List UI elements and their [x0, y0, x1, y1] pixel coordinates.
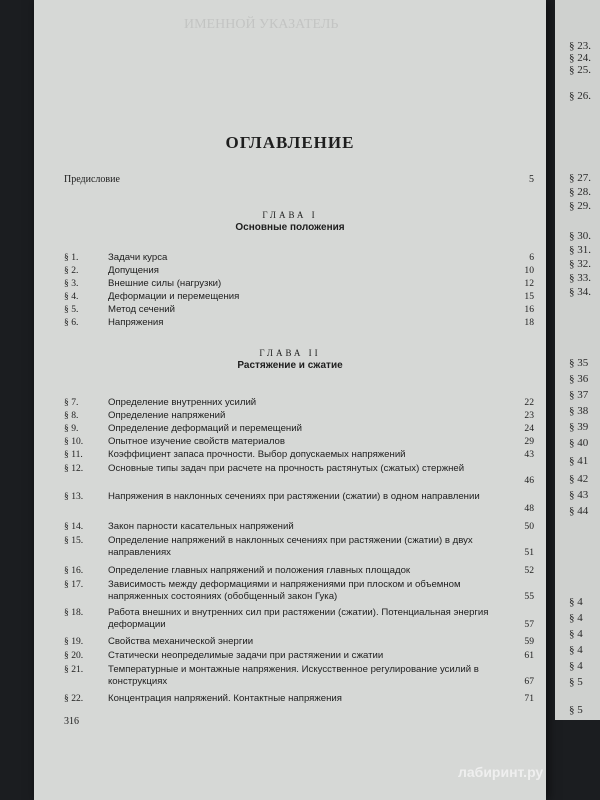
page-number: 57 [524, 618, 534, 630]
section-number: § 40 [569, 437, 589, 449]
section-number: § 34. [569, 286, 591, 298]
section-title: Статически неопределимые задачи при растяжении и сжатии [108, 650, 384, 661]
section-number: § 4 [569, 612, 583, 624]
section-number: § 25. [569, 64, 591, 76]
section-number: § 21. [64, 664, 84, 675]
page-number: 43 [524, 449, 534, 460]
section-number: § 36 [569, 373, 589, 385]
watermark-logo: лабиринт.ру [458, 764, 544, 780]
section-number: § 9. [64, 423, 79, 434]
section-number: § 37 [569, 389, 589, 401]
show-through-text: ИМЕННОЙ УКАЗАТЕЛЬ [184, 17, 339, 32]
section-number: § 20. [64, 650, 84, 661]
section-number: § 42 [569, 473, 589, 485]
page-number: 29 [524, 436, 534, 447]
section-number: § 8. [64, 410, 79, 421]
preface-entry [64, 174, 534, 185]
section-title: Допущения [108, 265, 159, 276]
section-number: § 4 [569, 596, 583, 608]
section-number: § 13. [64, 491, 84, 502]
page-number: 51 [524, 546, 534, 558]
section-number: § 31. [569, 244, 591, 256]
section-number: § 17. [64, 579, 84, 590]
section-number: § 5. [64, 304, 79, 315]
section-number: § 14. [64, 521, 84, 532]
section-number: § 4 [569, 660, 583, 672]
section-number: § 16. [64, 565, 84, 576]
preface-label: Предисловие [64, 174, 120, 185]
preface-page: 5 [529, 174, 534, 185]
adjacent-page [555, 0, 600, 720]
page-number: 12 [524, 278, 534, 289]
page-number: 16 [524, 304, 534, 315]
section-number: § 35 [569, 357, 589, 369]
section-title: Определение напряжений [108, 410, 226, 421]
section-number: § 23. [569, 40, 591, 52]
section-number: § 4. [64, 291, 79, 302]
section-number: § 41 [569, 455, 589, 467]
page-number: 46 [524, 474, 534, 486]
chapter-1-name: Основные положения [235, 222, 345, 233]
section-number: § 11. [64, 449, 83, 460]
section-number: § 38 [569, 405, 589, 417]
section-title: Определение главных напряжений и положения главных площадок [108, 565, 411, 576]
section-number: § 26. [569, 90, 591, 102]
page-number: 52 [524, 565, 534, 576]
page-number: 48 [524, 502, 534, 514]
section-title: Напряжения в наклонных сечениях при растяжении (сжатии) в одном направлении [108, 491, 480, 502]
section-number: § 2. [64, 265, 79, 276]
section-number: § 33. [569, 272, 591, 284]
chapter-2-number: ГЛАВА II [259, 348, 321, 358]
page-number: 23 [524, 410, 534, 421]
section-number: § 3. [64, 278, 79, 289]
section-number: § 24. [569, 52, 591, 64]
section-number: § 29. [569, 200, 591, 212]
section-number: § 1. [64, 252, 79, 263]
section-title: Определение внутренних усилий [108, 397, 257, 408]
section-number: § 28. [569, 186, 591, 198]
page-number: 18 [524, 317, 534, 328]
page-number: 55 [524, 590, 534, 602]
page-number: 61 [524, 650, 534, 661]
section-title: Напряжения [108, 317, 164, 328]
section-title: Определение напряжений в наклонных сечениях при растяжении (сжатии) в двух направлениях [108, 535, 473, 558]
section-title: Метод сечений [108, 304, 175, 315]
section-number: § 30. [569, 230, 591, 242]
section-number: § 44 [569, 505, 589, 517]
section-title: Коэффициент запаса прочности. Выбор допускаемых напряжений [108, 449, 406, 460]
section-title: Работа внешних и внутренних сил при растяжении (сжатии). Потенциальная энергия деформации [108, 607, 489, 630]
page-folio: 316 [64, 716, 79, 727]
section-number: § 19. [64, 636, 84, 647]
section-number: § 12. [64, 463, 84, 474]
section-number: § 6. [64, 317, 79, 328]
section-title: Закон парности касательных напряжений [108, 521, 294, 532]
section-number: § 22. [64, 693, 84, 704]
section-title: Свойства механической энергии [108, 636, 254, 647]
page-number: 22 [524, 397, 534, 408]
section-title: Зависимость между деформациями и напряжениями при плоском и объемном напряженных состояниях (обобщенный закон Гука) [108, 579, 461, 602]
page-number: 6 [529, 252, 534, 263]
chapter-1-number: ГЛАВА I [262, 210, 318, 220]
page-number: 71 [524, 693, 534, 704]
section-number: § 5 [569, 676, 583, 688]
section-number: § 4 [569, 628, 583, 640]
book-page [34, 0, 546, 800]
page-number: 50 [524, 521, 534, 532]
page-number: 24 [524, 423, 534, 434]
section-number: § 5 [569, 704, 583, 716]
section-number: § 32. [569, 258, 591, 270]
section-title: Деформации и перемещения [108, 291, 240, 302]
section-number: § 43 [569, 489, 589, 501]
section-title: Температурные и монтажные напряжения. Искусственное регулирование усилий в конструкциях [108, 664, 479, 687]
section-number: § 4 [569, 644, 583, 656]
section-title: Определение деформаций и перемещений [108, 423, 302, 434]
section-number: § 39 [569, 421, 589, 433]
section-title: Концентрация напряжений. Контактные напряжения [108, 693, 342, 704]
page-number: 10 [524, 265, 534, 276]
section-number: § 7. [64, 397, 79, 408]
section-number: § 15. [64, 535, 84, 546]
section-number: § 18. [64, 607, 84, 618]
page-title: ОГЛАВЛЕНИЕ [225, 133, 355, 152]
page-number: 59 [524, 636, 534, 647]
section-title: Внешние силы (нагрузки) [108, 278, 222, 289]
chapter-2-name: Растяжение и сжатие [237, 360, 343, 371]
section-number: § 10. [64, 436, 84, 447]
section-title: Задачи курса [108, 252, 168, 263]
page-number: 15 [524, 291, 534, 302]
section-number: § 27. [569, 172, 591, 184]
section-title: Основные типы задач при расчете на прочность растянутых (сжатых) стержней [108, 463, 465, 474]
page-number: 67 [524, 675, 534, 687]
section-title: Опытное изучение свойств материалов [108, 436, 285, 447]
